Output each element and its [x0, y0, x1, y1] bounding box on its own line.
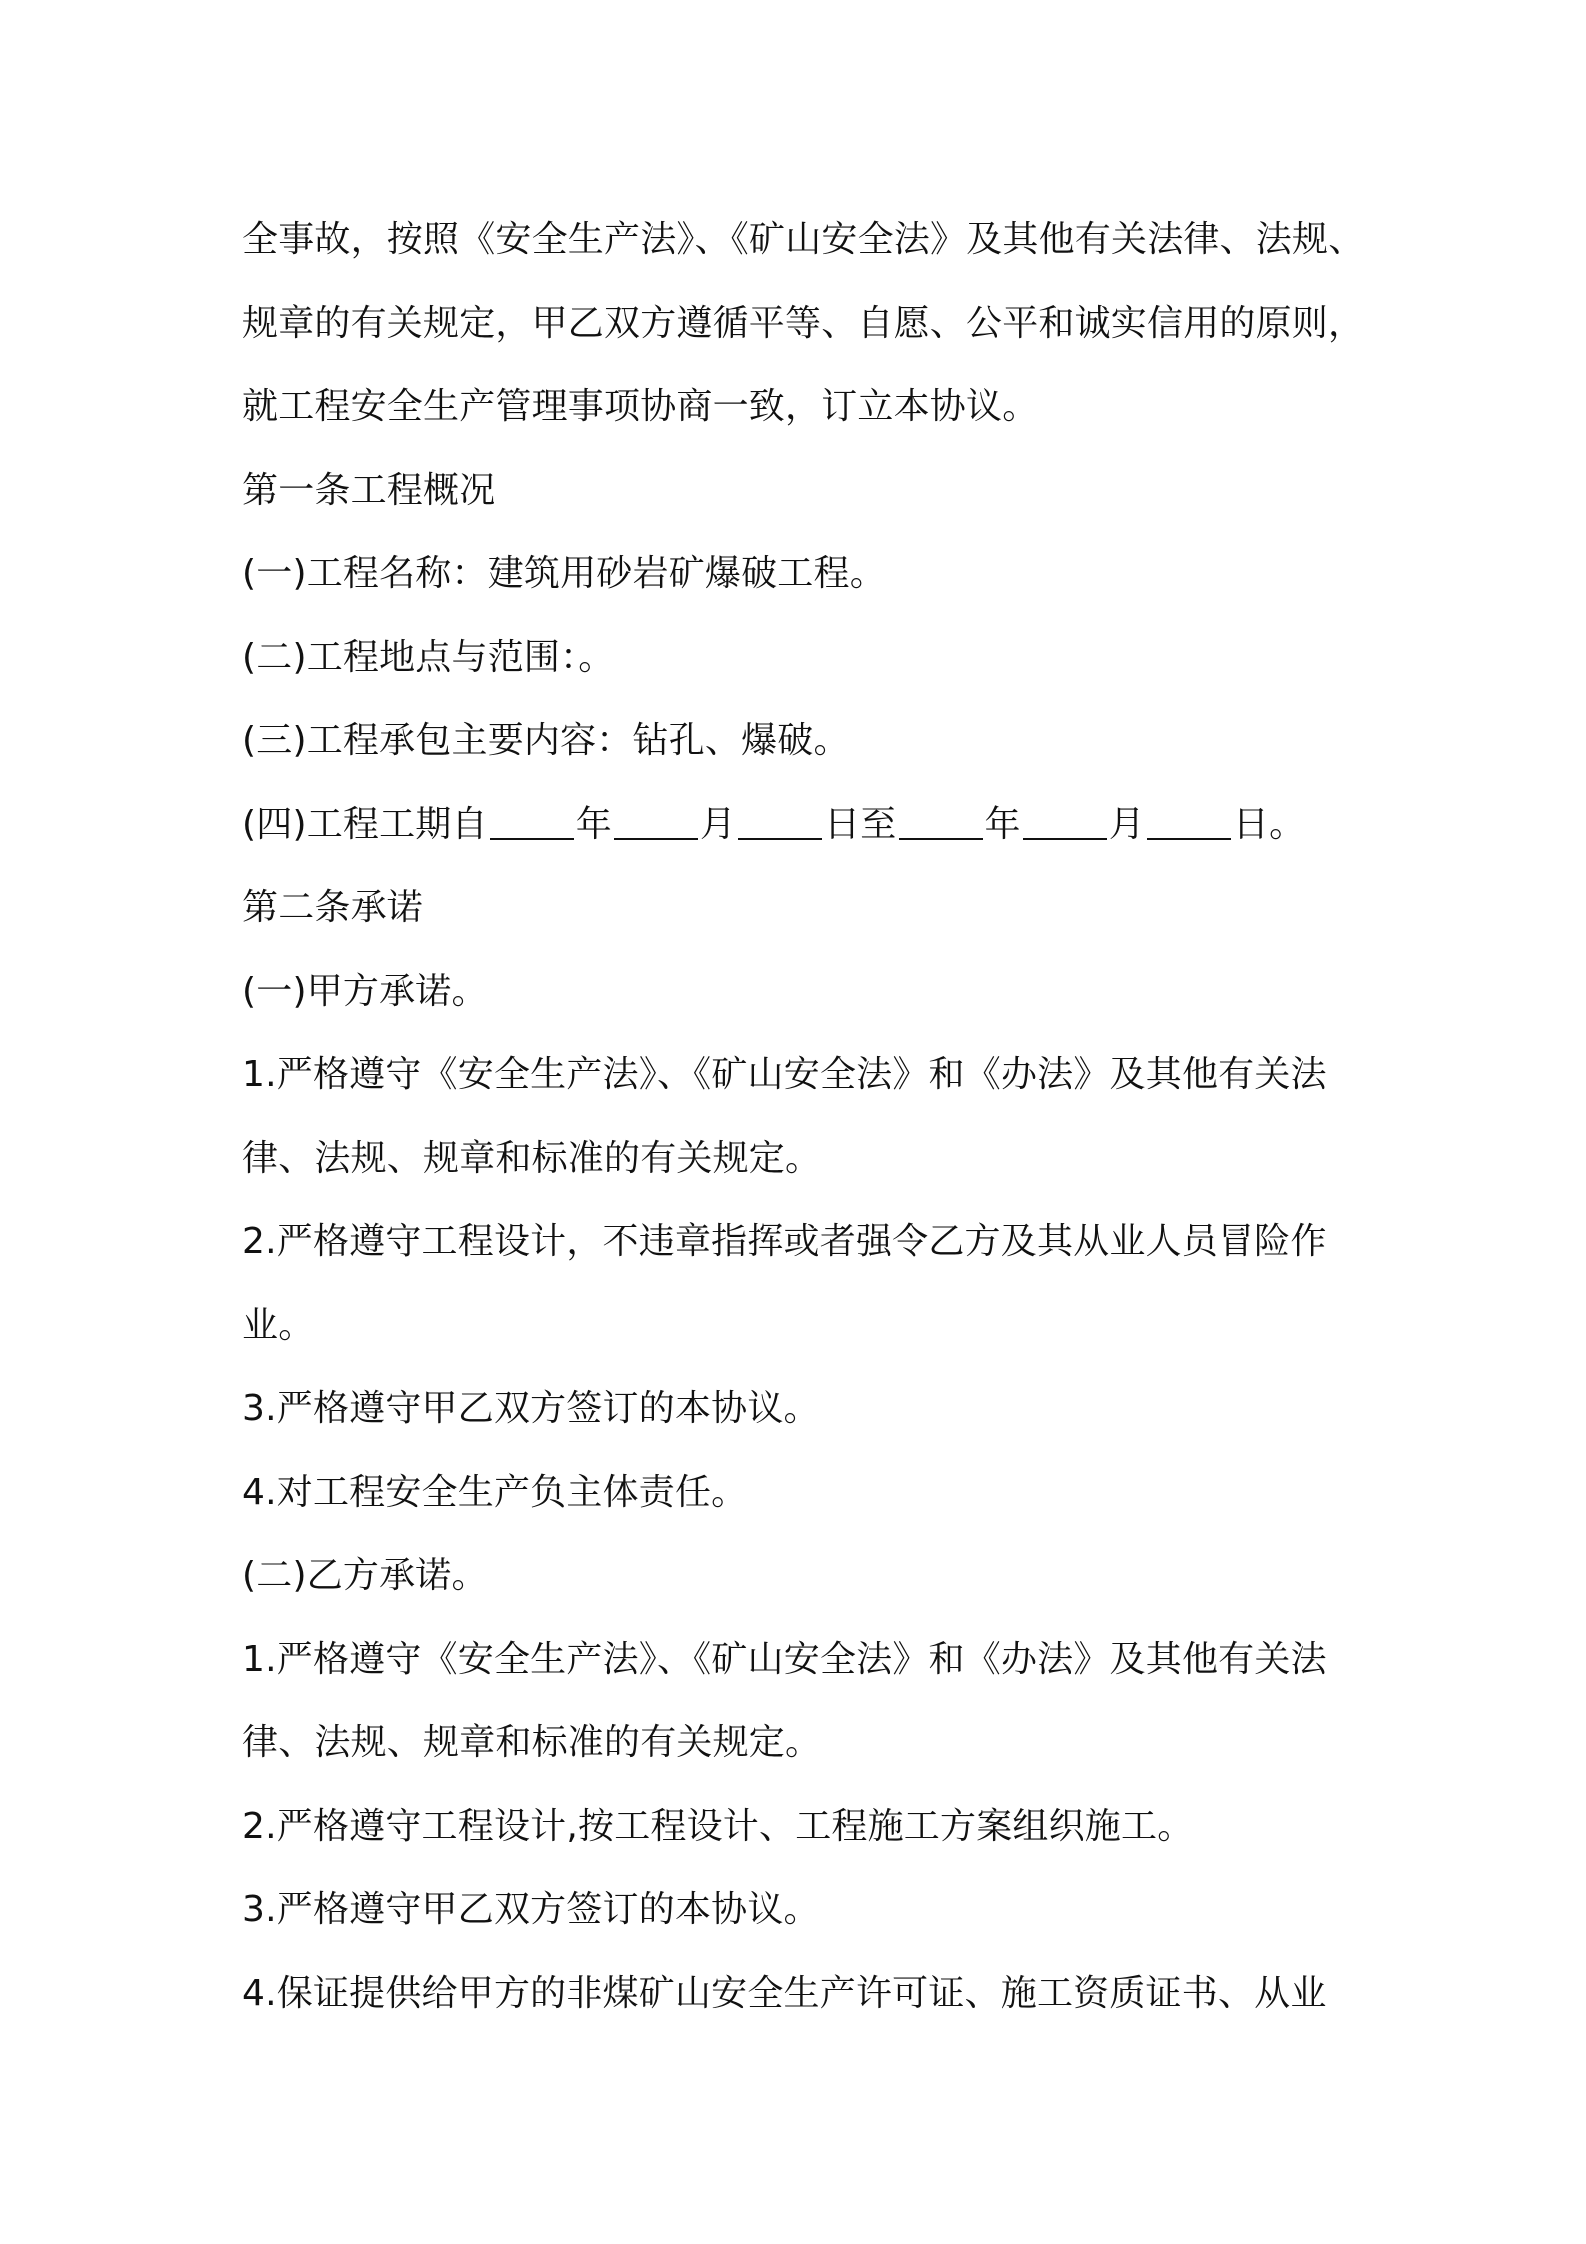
text-line: 就工程安全生产管理事项协商一致，订立本协议。 — [242, 386, 1039, 427]
text-line: 全事故，按照《安全生产法》、《矿山安全法》及其他有关法律、法规、 — [242, 219, 1365, 260]
blank-field — [738, 808, 822, 840]
text-line: 规章的有关规定，甲乙双方遵循平等、自愿、公平和诚实信用的原则， — [242, 302, 1365, 344]
text-line: (一)工程名称：建筑用砂岩矿爆破工程。 — [242, 553, 886, 594]
period-prefix: (四)工程工期自 — [242, 803, 488, 845]
text-line: 1.严格遵守《安全生产法》、《矿山安全法》和《办法》及其他有关法 — [242, 1638, 1327, 1680]
text-line: 3.严格遵守甲乙双方签订的本协议。 — [242, 1388, 820, 1429]
text-line: 1.严格遵守《安全生产法》、《矿山安全法》和《办法》及其他有关法 — [242, 1054, 1327, 1095]
text-line: 律、法规、规章和标准的有关规定。 — [242, 1137, 822, 1179]
document-body — [242, 198, 1365, 2035]
section-heading-2: 第二条承诺 — [242, 887, 424, 928]
text-line: 2.严格遵守工程设计，不违章指挥或者强令乙方及其从业人员冒险作 — [242, 1221, 1327, 1262]
period-year-2: 年 — [984, 803, 1021, 845]
text-line: 4.保证提供给甲方的非煤矿山安全生产许可证、施工资质证书、从业 — [242, 1972, 1327, 2014]
text-line: 律、法规、规章和标准的有关规定。 — [242, 1722, 822, 1763]
period-month-2: 月 — [1108, 803, 1145, 845]
blank-field — [1023, 808, 1107, 840]
text-line: (二)乙方承诺。 — [242, 1555, 488, 1596]
blank-field — [490, 808, 574, 840]
text-line: (二)工程地点与范围：。 — [242, 636, 615, 678]
blank-field — [1147, 808, 1231, 840]
text-line: (一)甲方承诺。 — [242, 970, 488, 1012]
period-month-1: 月 — [699, 803, 737, 845]
blank-field — [614, 808, 698, 840]
period-day-2: 日。 — [1232, 803, 1306, 845]
blank-field — [899, 808, 983, 840]
project-period-line — [242, 783, 1362, 867]
section-heading-1: 第一条工程概况 — [242, 469, 496, 511]
text-line: 3.严格遵守甲乙双方签订的本协议。 — [242, 1889, 820, 1930]
period-day-1: 日至 — [824, 803, 897, 845]
text-line: 业。 — [242, 1304, 315, 1346]
text-line: 4.对工程安全生产负主体责任。 — [242, 1471, 748, 1513]
period-year-1: 年 — [575, 803, 612, 845]
text-line: 2.严格遵守工程设计,按工程设计、工程施工方案组织施工。 — [242, 1805, 1194, 1847]
text-line: (三)工程承包主要内容：钻孔、爆破。 — [242, 720, 850, 761]
